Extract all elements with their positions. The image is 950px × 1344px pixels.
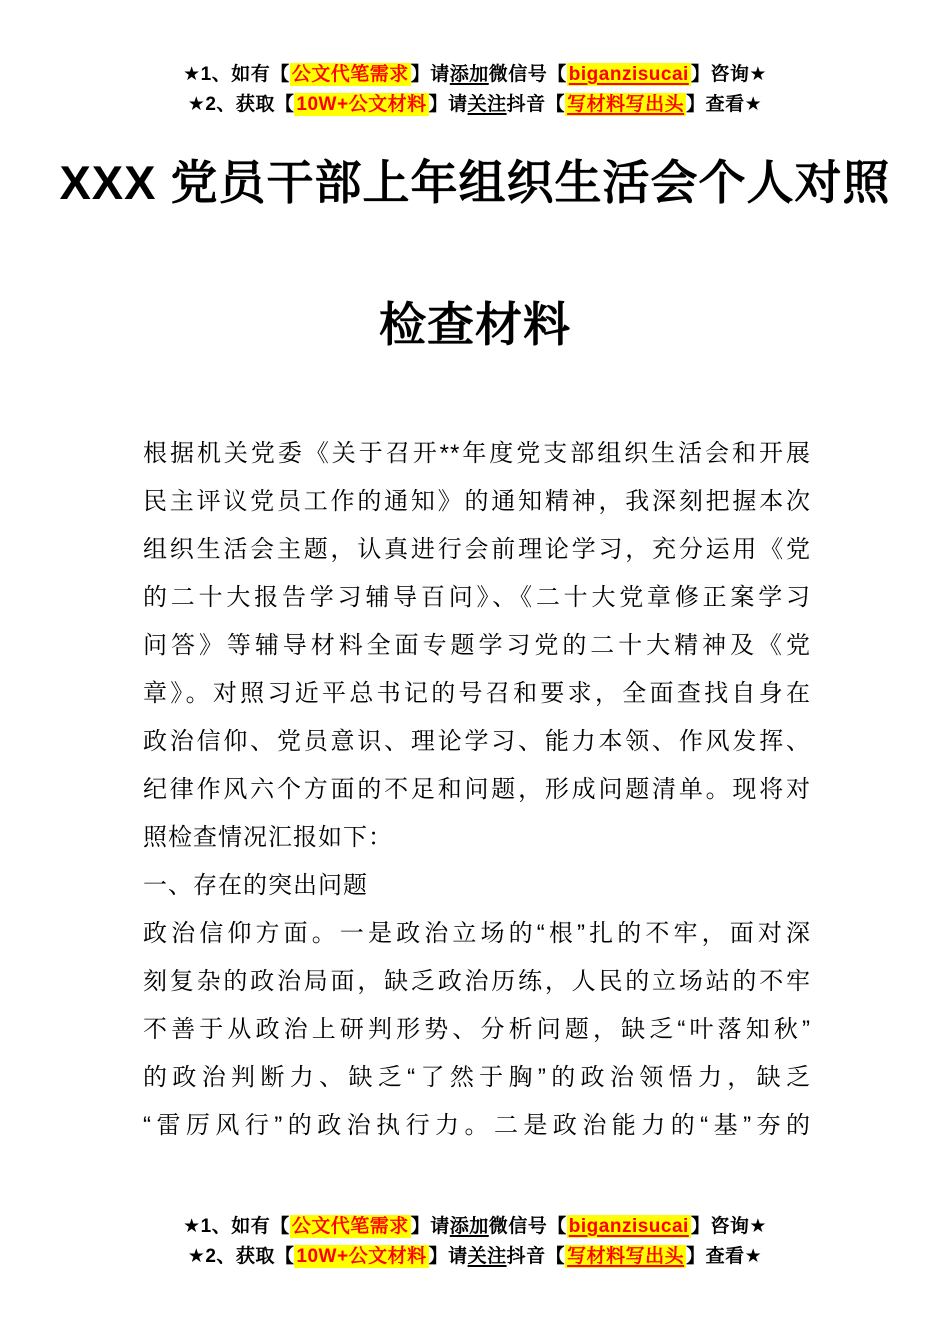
banner-text: ★1、如有【 bbox=[183, 64, 290, 85]
body-line: 政治信仰、党员意识、理论学习、能力本领、作风发挥、 bbox=[143, 728, 811, 755]
banner-text: 微信号【 bbox=[488, 1216, 567, 1237]
header-banner-line-2 bbox=[0, 90, 950, 120]
banner-douyin-id: 写材料写出头 bbox=[567, 94, 685, 115]
body-line: 问答》等辅导材料全面专题学习党的二十大精神及《党 bbox=[143, 632, 811, 659]
banner-highlight-service: 公文代笔需求 bbox=[291, 1216, 409, 1237]
banner-text: 】咨询★ bbox=[690, 1216, 767, 1237]
body-line: 根据机关党委《关于召开**年度党支部组织生活会和开展 bbox=[143, 440, 811, 467]
banner-text: 抖音【 bbox=[506, 94, 566, 115]
banner-text: 抖音【 bbox=[506, 1246, 566, 1267]
body-line: 章》。对照习近平总书记的号召和要求，全面查找自身在 bbox=[143, 680, 811, 707]
banner-text: 】查看★ bbox=[686, 1246, 763, 1267]
banner-text: 】请 bbox=[410, 64, 450, 85]
banner-text: ★1、如有【 bbox=[183, 1216, 290, 1237]
banner-highlight-materials: 10W+公文材料 bbox=[296, 1246, 427, 1267]
body-line: 照检查情况汇报如下： bbox=[143, 824, 393, 851]
banner-text: 】查看★ bbox=[686, 94, 763, 115]
footer-banner-line-2 bbox=[0, 1242, 950, 1272]
banner-underlined-action: 添加 bbox=[449, 64, 489, 85]
document-title-line-2: 检查材料 bbox=[379, 298, 571, 351]
banner-text: ★2、获取【 bbox=[187, 94, 295, 115]
document-body bbox=[143, 430, 811, 1150]
body-line: 纪律作风六个方面的不足和问题，形成问题清单。现将对 bbox=[143, 776, 811, 803]
banner-douyin-id: 写材料写出头 bbox=[567, 1246, 685, 1267]
banner-highlight-service: 公文代笔需求 bbox=[291, 64, 409, 85]
banner-text: 】请 bbox=[410, 1216, 450, 1237]
footer-banner-line-1 bbox=[0, 1212, 950, 1242]
body-line: “雷厉风行”的政治执行力。二是政治能力的“基”夯的 bbox=[143, 1112, 811, 1139]
banner-wechat-id: biganzisucai bbox=[568, 1216, 689, 1237]
body-line: 的二十大报告学习辅导百问》、《二十大党章修正案学习 bbox=[143, 584, 811, 611]
body-line: 不善于从政治上研判形势、分析问题，缺乏“叶落知秋” bbox=[143, 1016, 811, 1043]
body-line: 的政治判断力、缺乏“了然于胸”的政治领悟力，缺乏 bbox=[143, 1064, 811, 1091]
header-promo-banner bbox=[0, 60, 950, 120]
document-title-line-1: XXX 党员干部上年组织生活会个人对照 bbox=[59, 156, 891, 209]
banner-text: 微信号【 bbox=[488, 64, 567, 85]
banner-text: 】请 bbox=[428, 94, 468, 115]
banner-text: ★2、获取【 bbox=[187, 1246, 295, 1267]
body-line: 刻复杂的政治局面，缺乏政治历练，人民的立场站的不牢 bbox=[143, 968, 811, 995]
banner-underlined-action: 添加 bbox=[449, 1216, 489, 1237]
banner-underlined-action: 关注 bbox=[467, 1246, 507, 1267]
body-line: 政治信仰方面。一是政治立场的“根”扎的不牢，面对深 bbox=[143, 920, 811, 947]
body-line: 民主评议党员工作的通知》的通知精神，我深刻把握本次 bbox=[143, 488, 811, 515]
section-heading: 一、存在的突出问题 bbox=[143, 872, 368, 899]
banner-text: 】咨询★ bbox=[690, 64, 767, 85]
banner-text: 】请 bbox=[428, 1246, 468, 1267]
banner-highlight-materials: 10W+公文材料 bbox=[296, 94, 427, 115]
banner-underlined-action: 关注 bbox=[467, 94, 507, 115]
footer-promo-banner bbox=[0, 1212, 950, 1272]
header-banner-line-1 bbox=[0, 60, 950, 90]
banner-wechat-id: biganzisucai bbox=[568, 64, 689, 85]
body-line: 组织生活会主题，认真进行会前理论学习，充分运用《党 bbox=[143, 536, 811, 563]
